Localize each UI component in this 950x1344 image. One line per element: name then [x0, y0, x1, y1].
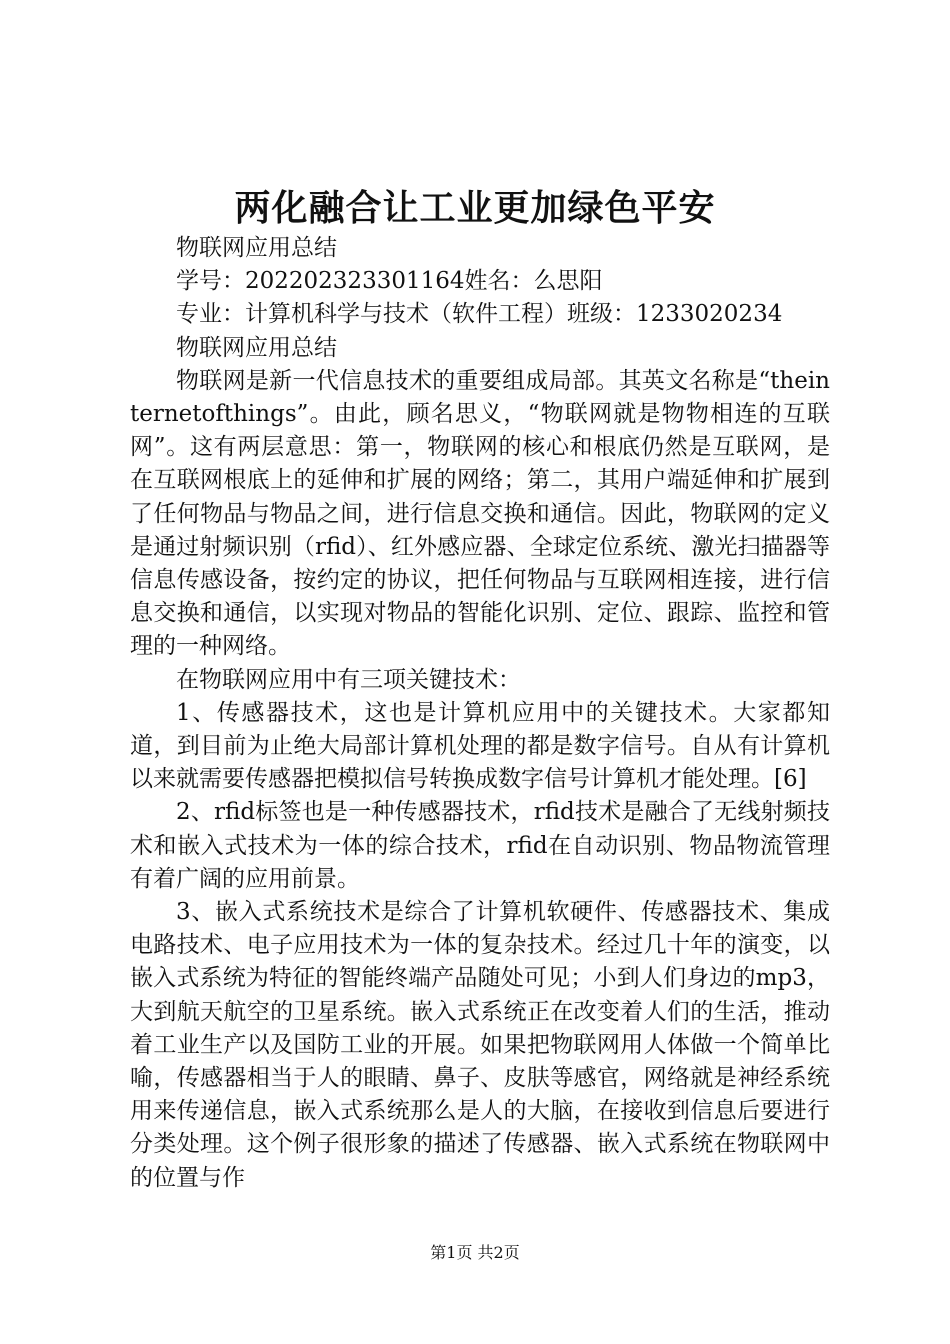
document-body: [130, 232, 830, 1195]
paragraph-student-id-name: 学号：202202323301164姓名：么思阳: [176, 268, 603, 295]
paragraph-course-heading: 物联网应用总结: [176, 235, 337, 261]
paragraph-rfid-tech: 2、rfid标签也是一种传感器技术，rfid技术是融合了无线射频技术和嵌入式技术为一体的综合技术，rfid在自动识别、物品物流管理有着广阔的应用前景。: [130, 799, 830, 892]
paragraph-major-class: 专业：计算机科学与技术（软件工程）班级：1233020234: [176, 301, 783, 328]
paragraph-section-heading: 物联网应用总结: [176, 334, 337, 361]
paragraph-sensor-tech: 1、传感器技术，这也是计算机应用中的关键技术。大家都知道，到目前为止绝大局部计算机处理的都是数字信号。自从有计算机以来就需要传感器把模拟信号转换成数字信号计算机才能处理。[6]: [130, 699, 830, 793]
document-title: 两化融合让工业更加绿色平安: [234, 187, 716, 229]
paragraph-key-tech-intro: 在物联网应用中有三项关键技术：: [176, 666, 521, 693]
paragraph-iot-definition: 物联网是新一代信息技术的重要组成局部。其英文名称是“theinternetofthings”。由此，顾名思义，“物联网就是物物相连的互联网”。这有两层意思：第一，物联网的核心和根底仍然是互联网，是在互联网根底上的延伸和扩展的网络；第二，其用户端延伸和扩展到了任何物品与物品之间，进行信息交换和通信。因此，物联网的定义是通过射频识别（rfid）、红外感应器、全球定位系统、激光扫描器等信息传感设备，按约定的协议，把任何物品与互联网相连接，进行信息交换和通信，以实现对物品的智能化识别、定位、跟踪、监控和管理的一种网络。: [130, 367, 830, 660]
page-number-footer: 第1页 共2页: [430, 1243, 520, 1262]
paragraph-embedded-tech: 3、嵌入式系统技术是综合了计算机软硬件、传感器技术、集成电路技术、电子应用技术为一体的复杂技术。经过几十年的演变，以嵌入式系统为特征的智能终端产品随处可见；小到人们身边的mp3，大到航天航空的卫星系统。嵌入式系统正在改变着人们的生活，推动着工业生产以及国防工业的开展。如果把物联网用人体做一个简单比喻，传感器相当于人的眼睛、鼻子、皮肤等感官，网络就是神经系统用来传递信息，嵌入式系统那么是人的大脑，在接收到信息后要进行分类处理。这个例子很形象的描述了传感器、嵌入式系统在物联网中的位置与作: [130, 899, 830, 1191]
